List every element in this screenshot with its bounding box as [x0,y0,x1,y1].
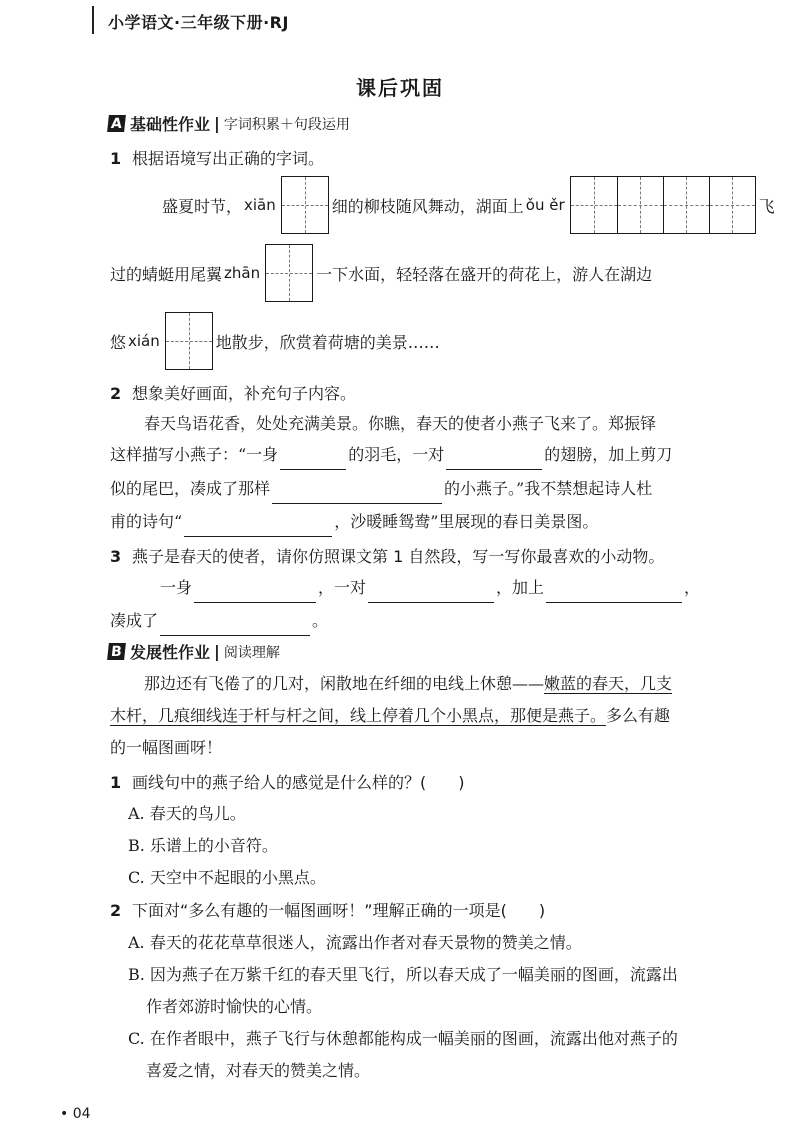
question-b2 [110,898,545,921]
answer-blank[interactable] [184,518,332,537]
answer-blank[interactable] [160,617,310,636]
underlined-sentence: 木杆，几痕细线连于杆与杆之间，线上停着几个小黑点，那便是燕子。 [110,706,607,725]
question-number: 3 [110,547,122,566]
q2-paragraph-line-2 [110,439,672,470]
answer-blank[interactable] [446,451,542,470]
option-c[interactable]: C. 在作者眼中，燕子飞行与休憩都能构成一幅美丽的图画，流露出他对燕子的 [128,1029,678,1048]
question-a2 [110,381,356,404]
question-b1 [110,770,465,793]
q3-line-1 [160,572,700,603]
line-text: 的翅膀，加上剪刀 [544,445,673,464]
header-bar [92,6,94,34]
character-grid-xian2[interactable] [165,312,213,370]
grid-cell[interactable] [166,313,212,369]
section-a-badge: A [107,115,126,132]
section-a-subtitle: 字词积累＋句段运用 [223,116,350,133]
q2-paragraph-line-1: 春天鸟语花香，处处充满美景。你瞧，春天的使者小燕子飞来了。郑振铎 [144,414,657,433]
underlined-sentence: 嫩蓝的春天，几支 [544,674,673,693]
line-text: 凑成了 [110,611,159,630]
fill-line-1 [162,176,775,234]
answer-blank[interactable] [546,584,682,603]
answer-blank[interactable] [280,451,346,470]
pinyin-label: zhān [224,264,261,282]
line-text: 的羽毛，一对 [348,445,445,464]
option-c[interactable]: C. 天空中不起眼的小黑点。 [128,868,326,887]
question-number: 1 [110,149,122,168]
passage-line-3: 的一幅图画呀！ [110,738,223,757]
line-text: 的小燕子。”我不禁想起诗人杜 [444,479,653,498]
line-text: ，沙暖睡鸳鸯”里展现的春日美景图。 [334,512,599,531]
character-grid-zhan[interactable] [265,244,313,302]
line-text: 那边还有飞倦了的几对，闲散地在纤细的电线上休憩—— [144,674,545,693]
section-a-divider: | [214,114,220,133]
option-b[interactable]: B. 因为燕子在万紫千红的春天里飞行，所以春天成了一幅美丽的图画，流露出 [128,965,678,984]
grid-cell[interactable] [282,177,328,233]
question-number: 1 [110,773,122,792]
line-text: 地散步，欣赏着荷塘的美景…… [215,332,440,352]
answer-blank[interactable] [272,485,442,504]
fill-line-2 [110,244,652,302]
line-text: 似的尾巴，凑成了那样 [110,479,271,498]
section-b-title: 发展性作业 [130,643,211,662]
q2-paragraph-line-3 [110,473,652,504]
q3-line-2 [110,605,328,636]
book-title: 小学语文·三年级下册·RJ [108,13,289,32]
answer-blank[interactable] [368,584,494,603]
question-text: 想象美好画面，补充句子内容。 [132,384,357,403]
grid-cell[interactable] [709,177,755,233]
line-text: 过的蜻蜓用尾翼 [110,264,223,284]
passage-line-1 [144,668,672,699]
question-text: 燕子是春天的使者，请你仿照课文第 1 自然段，写一写你最喜欢的小动物。 [132,547,665,566]
line-text: 一下水面，轻轻落在盛开的荷花上，游人在湖边 [316,264,653,284]
answer-blank[interactable] [194,584,316,603]
line-text: 这样描写小燕子：“一身 [110,445,279,464]
grid-cell[interactable] [266,245,312,301]
line-text: ，一对 [318,578,367,597]
line-text: 甫的诗句“ [110,512,183,531]
pinyin-label: ǒu ěr [525,196,565,214]
line-text: ，加上 [496,578,545,597]
q2-paragraph-line-4 [110,506,598,537]
grid-cell[interactable] [663,177,709,233]
section-b-subtitle: 阅读理解 [223,644,280,661]
line-text: 盛夏时节， [162,196,243,216]
option-b-continued: 作者郊游时愉快的心情。 [146,997,323,1016]
character-grid-ouer[interactable] [570,176,756,234]
question-a3 [110,544,664,567]
question-text: 画线句中的燕子给人的感觉是什么样的？( ) [132,773,465,792]
section-a-header [108,112,350,135]
option-a[interactable]: A. 春天的鸟儿。 [128,804,246,823]
pinyin-label: xiān [244,196,276,214]
option-b[interactable]: B. 乐谱上的小音符。 [128,836,278,855]
option-c-continued: 喜爱之情，对春天的赞美之情。 [146,1061,371,1080]
section-b-header [108,640,280,663]
question-number: 2 [110,384,122,403]
question-a1 [110,146,324,169]
pinyin-label: xián [128,332,160,350]
passage-line-2 [110,700,670,731]
fill-line-3 [110,312,440,370]
line-text: 一身 [160,578,193,597]
section-b-badge: B [107,643,126,660]
question-number: 2 [110,901,122,920]
grid-cell[interactable] [571,177,617,233]
line-text: 细的柳枝随风舞动，湖面上 [331,196,524,216]
question-text: 根据语境写出正确的字词。 [132,149,325,168]
grid-cell[interactable] [617,177,663,233]
section-b-divider: | [214,642,220,661]
question-text: 下面对“多么有趣的一幅图画呀！”理解正确的一项是( ) [132,901,546,920]
character-grid-xian[interactable] [281,176,329,234]
section-a-title: 基础性作业 [130,115,211,134]
page-title: 课后巩固 [356,76,444,100]
page-number: • 04 [60,1106,91,1122]
line-text: 悠 [110,332,127,352]
option-a[interactable]: A. 春天的花花草草很迷人，流露出作者对春天景物的赞美之情。 [128,933,582,952]
line-text: 飞 [758,196,775,216]
line-text: 多么有趣 [606,706,671,725]
line-text: ， [684,578,701,597]
line-text: 。 [312,611,329,630]
